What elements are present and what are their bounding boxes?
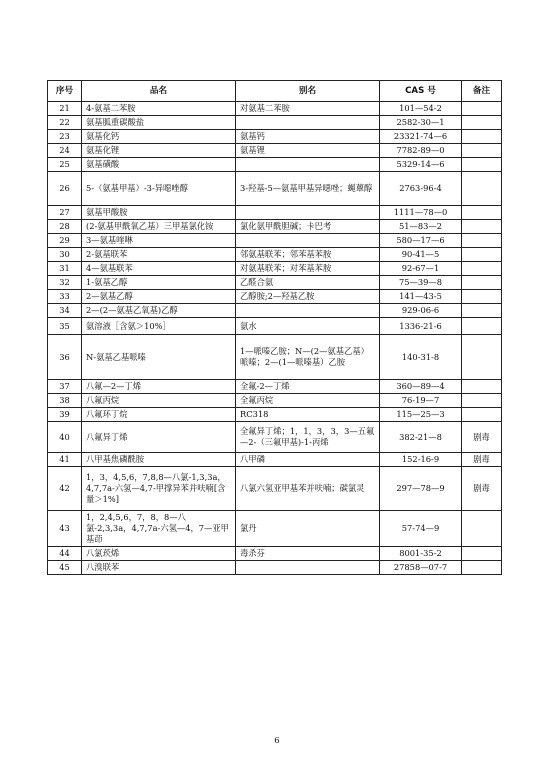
cell-serial-number: 45 — [48, 561, 82, 575]
cell-alias: 邻氨基联苯；邻苯基苯胺 — [236, 248, 380, 262]
table-row — [48, 335, 502, 380]
cell-remarks — [462, 172, 502, 206]
cell-remarks — [462, 262, 502, 276]
cell-cas-number: 140-31-8 — [380, 335, 462, 380]
table-row — [48, 172, 502, 206]
cell-remarks — [462, 130, 502, 144]
cell-serial-number: 27 — [48, 206, 82, 220]
cell-remarks — [462, 304, 502, 318]
cell-cas-number: 382-21—8 — [380, 422, 462, 453]
cell-serial-number: 26 — [48, 172, 82, 206]
cell-remarks — [462, 511, 502, 547]
cell-alias: 氯化氨甲酰胆碱；卡巴考 — [236, 220, 380, 234]
cell-alias: RC318 — [236, 408, 380, 422]
cell-cas-number: 141—43-5 — [380, 290, 462, 304]
cell-product-name: 2—氨基乙醇 — [82, 290, 236, 304]
cell-cas-number: 2582-30—1 — [380, 116, 462, 130]
cell-product-name: 氨基磺酸 — [82, 158, 236, 172]
cell-remarks — [462, 276, 502, 290]
cell-alias: 八氯六氢亚甲基苯并呋喃；碳氯灵 — [236, 467, 380, 511]
table-row — [48, 262, 502, 276]
table-header-row — [48, 81, 502, 102]
table-row — [48, 290, 502, 304]
cell-product-name: 3—氨基喹啉 — [82, 234, 236, 248]
cell-product-name: 氨基胍重碳酸盐 — [82, 116, 236, 130]
cell-serial-number: 31 — [48, 262, 82, 276]
cell-product-name: 八氯莰烯 — [82, 547, 236, 561]
cell-cas-number: 360—89—4 — [380, 380, 462, 394]
cell-product-name: 5-（氨基甲基）-3-异噁唑醇 — [82, 172, 236, 206]
table-row — [48, 130, 502, 144]
cell-alias: 氨基锂 — [236, 144, 380, 158]
chemical-table — [47, 80, 502, 575]
table-row — [48, 422, 502, 453]
cell-serial-number: 37 — [48, 380, 82, 394]
cell-product-name: 氨溶液［含氨＞10%］ — [82, 318, 236, 335]
cell-serial-number: 36 — [48, 335, 82, 380]
cell-remarks: 剧毒 — [462, 467, 502, 511]
cell-alias: 乙醇胺;2—羟基乙胺 — [236, 290, 380, 304]
cell-remarks — [462, 234, 502, 248]
table-row — [48, 220, 502, 234]
cell-remarks — [462, 394, 502, 408]
cell-alias: 氨水 — [236, 318, 380, 335]
cell-remarks — [462, 102, 502, 116]
cell-alias — [236, 158, 380, 172]
cell-serial-number: 38 — [48, 394, 82, 408]
cell-product-name: 4—氨基联苯 — [82, 262, 236, 276]
cell-serial-number: 42 — [48, 467, 82, 511]
cell-remarks — [462, 158, 502, 172]
table-row — [48, 547, 502, 561]
cell-alias: 对氨基二苯胺 — [236, 102, 380, 116]
table-row — [48, 304, 502, 318]
cell-product-name: N-氨基乙基哌嗪 — [82, 335, 236, 380]
cell-remarks — [462, 318, 502, 335]
cell-cas-number: 57-74—9 — [380, 511, 462, 547]
cell-product-name: 1-氨基乙醇 — [82, 276, 236, 290]
cell-alias: 全氟-2—丁烯 — [236, 380, 380, 394]
cell-product-name: 八溴联苯 — [82, 561, 236, 575]
cell-serial-number: 22 — [48, 116, 82, 130]
cell-product-name: 八氟—2—丁烯 — [82, 380, 236, 394]
cell-serial-number: 35 — [48, 318, 82, 335]
table-row — [48, 206, 502, 220]
cell-serial-number: 25 — [48, 158, 82, 172]
table-row — [48, 144, 502, 158]
table-row — [48, 408, 502, 422]
cell-cas-number: 580—17—6 — [380, 234, 462, 248]
table-row — [48, 318, 502, 335]
table-row — [48, 467, 502, 511]
cell-cas-number: 1111—78—0 — [380, 206, 462, 220]
cell-remarks: 剧毒 — [462, 453, 502, 467]
cell-remarks — [462, 561, 502, 575]
cell-product-name: 氨基化锂 — [82, 144, 236, 158]
cell-remarks — [462, 116, 502, 130]
table-row — [48, 234, 502, 248]
cell-product-name: 2—(2—氨基乙氧基)乙醇 — [82, 304, 236, 318]
cell-serial-number: 28 — [48, 220, 82, 234]
cell-remarks — [462, 408, 502, 422]
table-row — [48, 116, 502, 130]
cell-remarks — [462, 335, 502, 380]
cell-alias: 毒杀芬 — [236, 547, 380, 561]
cell-serial-number: 23 — [48, 130, 82, 144]
cell-serial-number: 29 — [48, 234, 82, 248]
cell-remarks — [462, 380, 502, 394]
cell-product-name: 2-氨基联苯 — [82, 248, 236, 262]
cell-product-name: 八氟丙烷 — [82, 394, 236, 408]
cell-cas-number: 7782-89—0 — [380, 144, 462, 158]
table-row — [48, 158, 502, 172]
cell-alias: 氨基钙 — [236, 130, 380, 144]
cell-cas-number: 152-16-9 — [380, 453, 462, 467]
cell-serial-number: 41 — [48, 453, 82, 467]
header-serial-number: 序号 — [48, 81, 82, 102]
header-alias: 别名 — [236, 81, 380, 102]
cell-serial-number: 30 — [48, 248, 82, 262]
cell-cas-number: 929-06-6 — [380, 304, 462, 318]
cell-cas-number: 5329-14—6 — [380, 158, 462, 172]
cell-cas-number: 90-41—5 — [380, 248, 462, 262]
cell-remarks — [462, 220, 502, 234]
cell-cas-number: 76-19—7 — [380, 394, 462, 408]
cell-alias — [236, 561, 380, 575]
cell-serial-number: 39 — [48, 408, 82, 422]
cell-alias: 3-羟基-5—氨基甲基异噁唑；蝇蕈醇 — [236, 172, 380, 206]
cell-serial-number: 21 — [48, 102, 82, 116]
cell-remarks — [462, 248, 502, 262]
cell-alias: 八甲磷 — [236, 453, 380, 467]
cell-cas-number: 27858—07-7 — [380, 561, 462, 575]
table-body — [48, 102, 502, 575]
table-row — [48, 248, 502, 262]
table-row — [48, 453, 502, 467]
page-number: 6 — [274, 736, 280, 746]
table-row — [48, 561, 502, 575]
cell-alias: 1—哌嗪乙胺；N—(2—氨基乙基）哌嗪；2—(1—哌嗪基）乙胺 — [236, 335, 380, 380]
table-row — [48, 380, 502, 394]
cell-serial-number: 34 — [48, 304, 82, 318]
cell-product-name: 八氟环丁烷 — [82, 408, 236, 422]
cell-serial-number: 40 — [48, 422, 82, 453]
cell-remarks: 剧毒 — [462, 422, 502, 453]
cell-serial-number: 24 — [48, 144, 82, 158]
cell-alias — [236, 234, 380, 248]
cell-alias — [236, 304, 380, 318]
cell-cas-number: 51—83—2 — [380, 220, 462, 234]
cell-alias: 乙醛合氨 — [236, 276, 380, 290]
cell-alias — [236, 116, 380, 130]
table-row — [48, 276, 502, 290]
cell-product-name: 4-氨基二苯胺 — [82, 102, 236, 116]
cell-serial-number: 44 — [48, 547, 82, 561]
cell-cas-number: 92-67—1 — [380, 262, 462, 276]
cell-alias: 对氨基联苯；对苯基苯胺 — [236, 262, 380, 276]
table-row — [48, 511, 502, 547]
cell-remarks — [462, 547, 502, 561]
cell-serial-number: 43 — [48, 511, 82, 547]
cell-product-name: 1，3，4,5,6，7,8,8—八氯-1,3,3a，4,7,7a-六氢—4,7-甲撑异苯并呋喃[含量＞1%] — [82, 467, 236, 511]
header-product-name: 品名 — [82, 81, 236, 102]
cell-cas-number: 2763-96-4 — [380, 172, 462, 206]
header-remarks: 备注 — [462, 81, 502, 102]
cell-product-name: 1，2,4,5,6，7，8，8—八氯-2,3,3a，4,7,7a-六氢—4，7—亚甲基茚 — [82, 511, 236, 547]
cell-product-name: 八甲基焦磷酰胺 — [82, 453, 236, 467]
cell-cas-number: 8001-35-2 — [380, 547, 462, 561]
table-row — [48, 394, 502, 408]
cell-product-name: 氨基化钙 — [82, 130, 236, 144]
cell-cas-number: 101—54-2 — [380, 102, 462, 116]
cell-remarks — [462, 206, 502, 220]
cell-alias: 氯丹 — [236, 511, 380, 547]
cell-alias — [236, 206, 380, 220]
cell-cas-number: 75—39—8 — [380, 276, 462, 290]
cell-product-name: (2-氨基甲酰氧乙基）三甲基氯化铵 — [82, 220, 236, 234]
cell-cas-number: 115—25—3 — [380, 408, 462, 422]
cell-alias: 全氟异丁烯；1，1，3，3，3—五氟—2-（三氟甲基)-1-丙烯 — [236, 422, 380, 453]
cell-remarks — [462, 290, 502, 304]
cell-cas-number: 297—78—9 — [380, 467, 462, 511]
cell-product-name: 八氟异丁烯 — [82, 422, 236, 453]
cell-alias: 全氟丙烷 — [236, 394, 380, 408]
cell-remarks — [462, 144, 502, 158]
cell-serial-number: 33 — [48, 290, 82, 304]
cell-cas-number: 23321-74—6 — [380, 130, 462, 144]
table-row — [48, 102, 502, 116]
cell-cas-number: 1336-21-6 — [380, 318, 462, 335]
header-cas-number: CAS 号 — [380, 81, 462, 102]
cell-serial-number: 32 — [48, 276, 82, 290]
cell-product-name: 氨基甲酸胺 — [82, 206, 236, 220]
